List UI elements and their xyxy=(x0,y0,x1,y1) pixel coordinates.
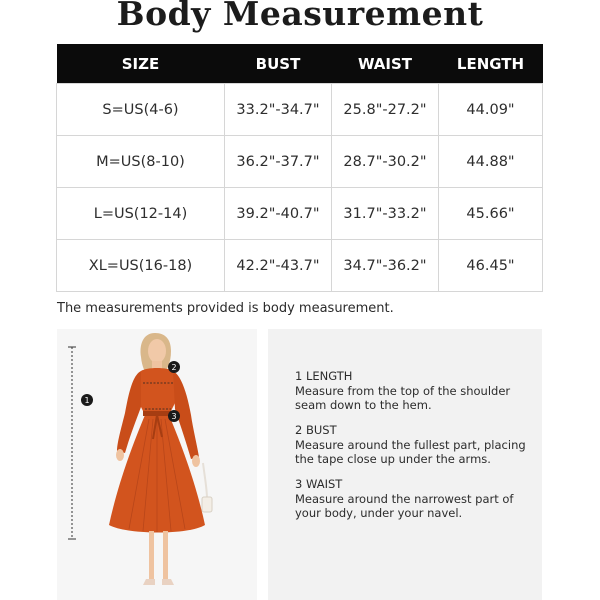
cell-waist: 34.7"-36.2" xyxy=(332,240,439,292)
marker-waist-label: 3 xyxy=(171,412,177,421)
instruction-bust xyxy=(295,423,535,467)
cell-bust: 33.2"-34.7" xyxy=(225,84,332,136)
cell-bust: 36.2"-37.7" xyxy=(225,136,332,188)
model-photo-panel xyxy=(57,329,257,600)
handbag-chain xyxy=(203,463,207,499)
marker-length xyxy=(81,394,93,406)
marker-waist xyxy=(168,410,180,422)
instruction-waist xyxy=(295,477,535,521)
dress-model-illustration xyxy=(57,329,257,600)
header-length: LENGTH xyxy=(439,44,543,84)
size-chart-table xyxy=(56,44,543,292)
instruction-waist-text: Measure around the narrowest part of your body, under your navel. xyxy=(295,491,514,520)
instruction-bust-text: Measure around the fullest part, placing the tape close up under the arms. xyxy=(295,437,526,466)
dress-bodice xyxy=(137,368,177,415)
instruction-length-title: 1 LENGTH xyxy=(295,369,353,383)
instruction-length xyxy=(295,369,535,413)
table-row xyxy=(57,188,543,240)
marker-bust xyxy=(168,361,180,373)
cell-length: 46.45" xyxy=(439,240,543,292)
handbag-icon xyxy=(202,497,212,512)
measurement-instructions-panel xyxy=(268,329,542,600)
page-title: Body Measurement xyxy=(116,0,484,33)
table-header-row xyxy=(57,44,543,84)
left-hand xyxy=(116,449,124,461)
cell-size: M=US(8-10) xyxy=(57,136,225,188)
instruction-length-text: Measure from the top of the shoulder seam down to the hem. xyxy=(295,383,511,412)
cell-waist: 28.7"-30.2" xyxy=(332,136,439,188)
left-leg xyxy=(149,531,154,579)
table-row xyxy=(57,240,543,292)
cell-waist: 25.8"-27.2" xyxy=(332,84,439,136)
header-size: SIZE xyxy=(57,44,225,84)
marker-length-label: 1 xyxy=(84,396,90,405)
cell-size: L=US(12-14) xyxy=(57,188,225,240)
cell-size: XL=US(16-18) xyxy=(57,240,225,292)
right-hand xyxy=(192,455,200,467)
instruction-bust-title: 2 BUST xyxy=(295,423,337,437)
table-row xyxy=(57,136,543,188)
right-shoe xyxy=(162,579,174,585)
table-row xyxy=(57,84,543,136)
cell-bust: 39.2"-40.7" xyxy=(225,188,332,240)
instruction-waist-title: 3 WAIST xyxy=(295,477,343,491)
cell-length: 44.88" xyxy=(439,136,543,188)
left-shoe xyxy=(143,579,155,585)
cell-length: 45.66" xyxy=(439,188,543,240)
cell-length: 44.09" xyxy=(439,84,543,136)
cell-waist: 31.7"-33.2" xyxy=(332,188,439,240)
header-waist: WAIST xyxy=(332,44,439,84)
measurement-note: The measurements provided is body measurement. xyxy=(57,301,394,316)
marker-bust-label: 2 xyxy=(171,363,177,372)
cell-bust: 42.2"-43.7" xyxy=(225,240,332,292)
cell-size: S=US(4-6) xyxy=(57,84,225,136)
header-bust: BUST xyxy=(225,44,332,84)
right-leg xyxy=(163,531,168,579)
face-shape xyxy=(148,339,166,363)
